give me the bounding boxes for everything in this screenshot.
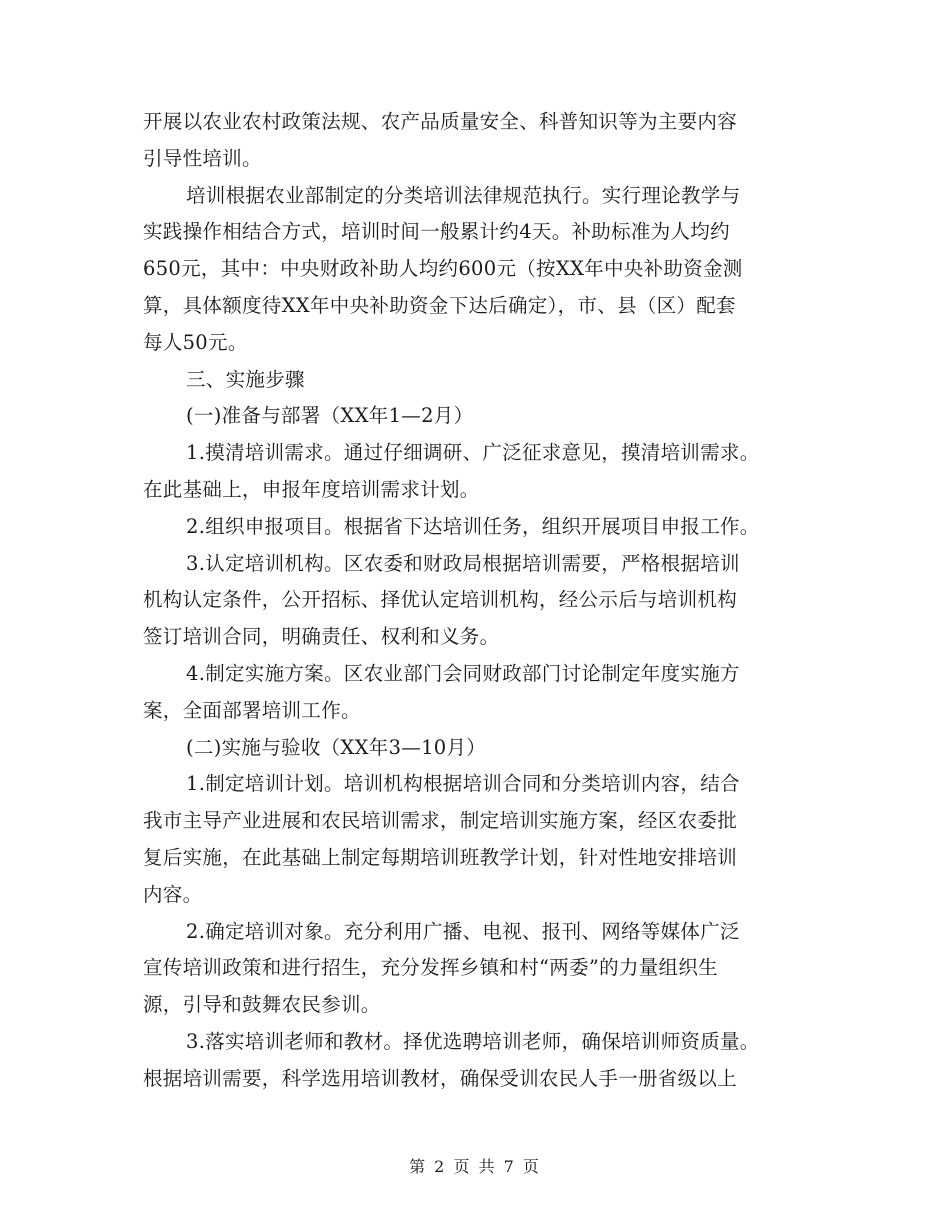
text-line: 根据培训需要，科学选用培训教材，确保受训农民人手一册省级以上 bbox=[143, 1066, 738, 1090]
text-line: (二)实施与验收（XX年3—10月） bbox=[186, 735, 487, 759]
page-footer: 第 2 页 共 7 页 bbox=[409, 1157, 541, 1176]
text-line: 机构认定条件，公开招标、择优认定培训机构，经公示后与培训机构 bbox=[143, 588, 738, 612]
text-line: 引导性培训。 bbox=[143, 146, 262, 170]
text-line: 4.制定实施方案。区农业部门会同财政部门讨论制定年度实施方 bbox=[186, 661, 740, 685]
text-line: 每人50元。 bbox=[143, 330, 248, 354]
text-line: 实践操作相结合方式，培训时间一般累计约4天。补助标准为人均约 bbox=[143, 220, 730, 244]
text-line: 签订培训合同，明确责任、权利和义务。 bbox=[143, 625, 500, 649]
text-line: 3.认定培训机构。区农委和财政局根据培训需要，严格根据培训 bbox=[186, 551, 740, 575]
text-line: 开展以农业农村政策法规、农产品质量安全、科普知识等为主要内容 bbox=[143, 110, 738, 133]
document-body bbox=[143, 104, 809, 1098]
text-line: 案，全面部署培训工作。 bbox=[143, 698, 361, 722]
text-line: 1.摸清培训需求。通过仔细调研、广泛征求意见，摸清培训需求。 bbox=[186, 441, 760, 465]
text-line: 源，引导和鼓舞农民参训。 bbox=[143, 993, 381, 1017]
text-line: 2.组织申报项目。根据省下达培训任务，组织开展项目申报工作。 bbox=[186, 514, 760, 538]
text-line: 1.制定培训计划。培训机构根据培训合同和分类培训内容，结合 bbox=[186, 772, 740, 796]
text-line: (一)准备与部署（XX年1—2月） bbox=[186, 404, 474, 428]
text-line: 培训根据农业部制定的分类培训法律规范执行。实行理论教学与 bbox=[186, 183, 741, 207]
text-line: 3.落实培训老师和教材。择优选聘培训老师，确保培训师资质量。 bbox=[186, 1029, 760, 1053]
text-line: 算，具体额度待XX年中央补助资金下达后确定），市、县（区）配套 bbox=[143, 293, 736, 317]
text-line: 在此基础上，申报年度培训需求计划。 bbox=[143, 477, 480, 501]
text-line: 复后实施，在此基础上制定每期培训班教学计划，针对性地安排培训 bbox=[143, 845, 738, 869]
text-line: 内容。 bbox=[143, 882, 203, 906]
text-line: 650元，其中：中央财政补助人均约600元（按XX年中央补助资金测 bbox=[143, 257, 743, 281]
text-line: 2.确定培训对象。充分利用广播、电视、报刊、网络等媒体广泛 bbox=[186, 919, 740, 943]
text-line: 我市主导产业进展和农民培训需求，制定培训实施方案，经区农委批 bbox=[143, 809, 738, 833]
text-line: 三、实施步骤 bbox=[186, 367, 305, 391]
text-line: 宣传培训政策和进行招生，充分发挥乡镇和村“两委”的力量组织生 bbox=[143, 956, 718, 980]
